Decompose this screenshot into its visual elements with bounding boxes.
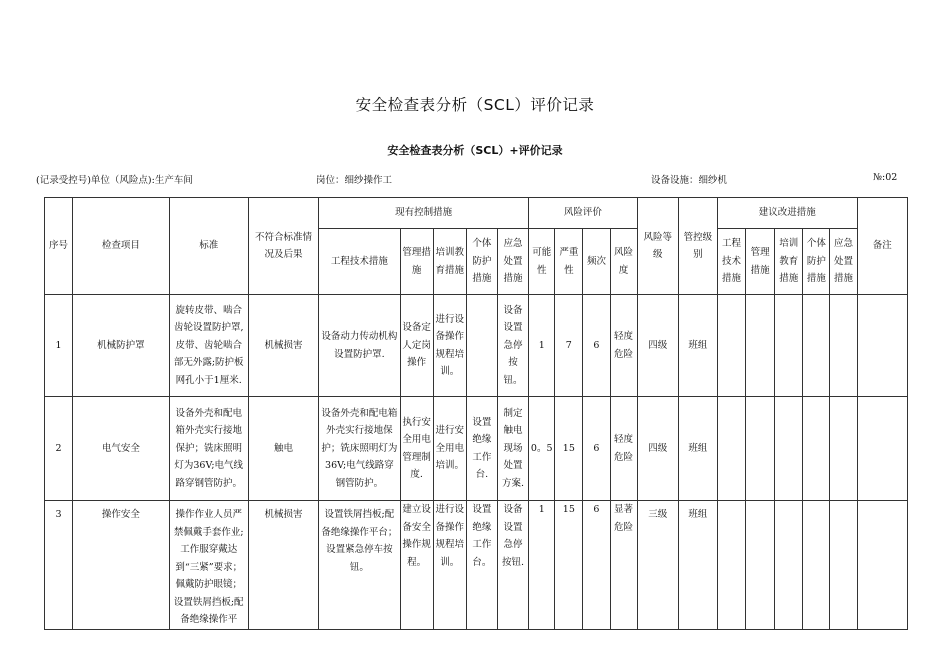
cell-empty — [746, 397, 775, 501]
header-suggest-emergency: 应急处置措施 — [830, 229, 857, 295]
post-info: 岗位：细纱操作工 — [316, 175, 393, 186]
cell-engineering: 设置铁屑挡板;配备绝缘操作平台；设置紧急停车按钮。 — [319, 501, 400, 630]
cell-personal: 设置绝缘工作台。 — [466, 501, 497, 630]
cell-control-level: 班组 — [678, 501, 717, 630]
cell-severity: 7 — [555, 295, 583, 397]
header-remark: 备注 — [857, 198, 907, 295]
cell-empty — [857, 501, 907, 630]
header-current-controls: 现有控制措施 — [319, 198, 529, 229]
cell-item: 机械防护罩 — [73, 295, 169, 397]
cell-risk-degree: 显著危险 — [610, 501, 637, 630]
header-suggest-training: 培训教育措施 — [775, 229, 803, 295]
header-emergency: 应急处置措施 — [497, 229, 528, 295]
cell-empty — [803, 501, 830, 630]
header-nonconform: 不符合标准情况及后果 — [248, 198, 318, 295]
header-engineering: 工程技术措施 — [319, 229, 400, 295]
cell-empty — [775, 295, 803, 397]
cell-empty — [857, 295, 907, 397]
equipment-info: 设备设施：细纱机 — [651, 175, 728, 186]
cell-seq: 2 — [45, 397, 73, 501]
header-item: 检查项目 — [73, 198, 169, 295]
cell-emergency: 设备设置急停按钮. — [497, 501, 528, 630]
cell-standard: 旋转皮带、啮合齿轮设置防护罩,皮带、齿轮啮合部无外露;防护板网孔小于1厘米. — [169, 295, 248, 397]
document-title: 安全检查表分析（SCL）评价记录 — [355, 96, 595, 114]
table-row — [45, 501, 908, 630]
cell-frequency: 6 — [583, 501, 610, 630]
cell-control-level: 班组 — [678, 397, 717, 501]
cell-personal: 设置绝缘工作台. — [466, 397, 497, 501]
cell-engineering: 设备动力传动机构设置防护罩. — [319, 295, 400, 397]
header-row-1 — [45, 198, 908, 229]
cell-control-level: 班组 — [678, 295, 717, 397]
cell-item: 操作安全 — [73, 501, 169, 630]
header-management: 管理措施 — [400, 229, 433, 295]
header-risk-degree: 风险度 — [610, 229, 637, 295]
cell-risk-level: 三级 — [637, 501, 678, 630]
cell-empty — [857, 397, 907, 501]
cell-empty — [717, 501, 745, 630]
cell-empty — [830, 501, 857, 630]
header-frequency: 频次 — [583, 229, 610, 295]
cell-empty — [830, 295, 857, 397]
cell-empty — [717, 397, 745, 501]
cell-risk-level: 四级 — [637, 295, 678, 397]
cell-frequency: 6 — [583, 295, 610, 397]
cell-training: 进行安全用电培训。 — [433, 397, 466, 501]
cell-management: 建立设备安全操作规程。 — [400, 501, 433, 630]
header-possibility: 可能性 — [529, 229, 555, 295]
cell-possibility: 0。5 — [529, 397, 555, 501]
cell-management: 设备定人定岗操作 — [400, 295, 433, 397]
cell-management: 执行安全用电管理制度. — [400, 397, 433, 501]
cell-risk-level: 四级 — [637, 397, 678, 501]
header-suggested-measures: 建议改进措施 — [717, 198, 857, 229]
cell-seq: 3 — [45, 501, 73, 630]
header-risk-evaluation: 风险评价 — [529, 198, 637, 229]
cell-nonconform: 触电 — [248, 397, 318, 501]
cell-empty — [803, 397, 830, 501]
cell-nonconform: 机械损害 — [248, 295, 318, 397]
cell-empty — [803, 295, 830, 397]
cell-personal — [466, 295, 497, 397]
cell-seq: 1 — [45, 295, 73, 397]
header-suggest-personal: 个体防护措施 — [803, 229, 830, 295]
cell-training: 进行设备操作规程培训。 — [433, 295, 466, 397]
cell-severity: 15 — [555, 397, 583, 501]
header-standard: 标准 — [169, 198, 248, 295]
header-training: 培训教育措施 — [433, 229, 466, 295]
cell-empty — [775, 397, 803, 501]
header-suggest-management: 管理措施 — [746, 229, 775, 295]
cell-emergency: 制定触电现场处置方案. — [497, 397, 528, 501]
cell-standard: 设备外壳和配电箱外壳实行接地保护；铣床照明灯为36V;电气线路穿钢管防护。 — [169, 397, 248, 501]
header-personal: 个体防护措施 — [466, 229, 497, 295]
cell-empty — [717, 295, 745, 397]
scl-evaluation-table — [44, 197, 908, 630]
cell-item: 电气安全 — [73, 397, 169, 501]
cell-risk-degree: 轻度危险 — [610, 397, 637, 501]
cell-training: 进行设备操作规程培训。 — [433, 501, 466, 630]
cell-empty — [746, 295, 775, 397]
table-row — [45, 397, 908, 501]
cell-engineering: 设备外壳和配电箱外壳实行接地保护；铣床照明灯为36V;电气线路穿钢管防护。 — [319, 397, 400, 501]
cell-possibility: 1 — [529, 501, 555, 630]
cell-standard: 操作作业人员严禁佩戴手套作业;工作服穿戴达到“三紧”要求；佩戴防护眼镜；设置铁屑挡板;配备绝缘操作平 — [169, 501, 248, 630]
cell-frequency: 6 — [583, 397, 610, 501]
document-subtitle: 安全检查表分析（SCL）+评价记录 — [387, 144, 563, 157]
cell-empty — [775, 501, 803, 630]
record-number: №:02 — [873, 172, 898, 183]
cell-possibility: 1 — [529, 295, 555, 397]
cell-severity: 15 — [555, 501, 583, 630]
cell-empty — [746, 501, 775, 630]
cell-nonconform: 机械损害 — [248, 501, 318, 630]
header-severity: 严重性 — [555, 229, 583, 295]
header-control-level: 管控级别 — [678, 198, 717, 295]
cell-emergency: 设备设置急停按钮。 — [497, 295, 528, 397]
cell-risk-degree: 轻度危险 — [610, 295, 637, 397]
cell-empty — [830, 397, 857, 501]
header-suggest-engineering: 工程技术措施 — [717, 229, 745, 295]
table-row — [45, 295, 908, 397]
header-risk-level: 风险等级 — [637, 198, 678, 295]
header-seq: 序号 — [45, 198, 73, 295]
unit-info: (记录受控号)单位（风险点):生产车间 — [36, 175, 193, 186]
